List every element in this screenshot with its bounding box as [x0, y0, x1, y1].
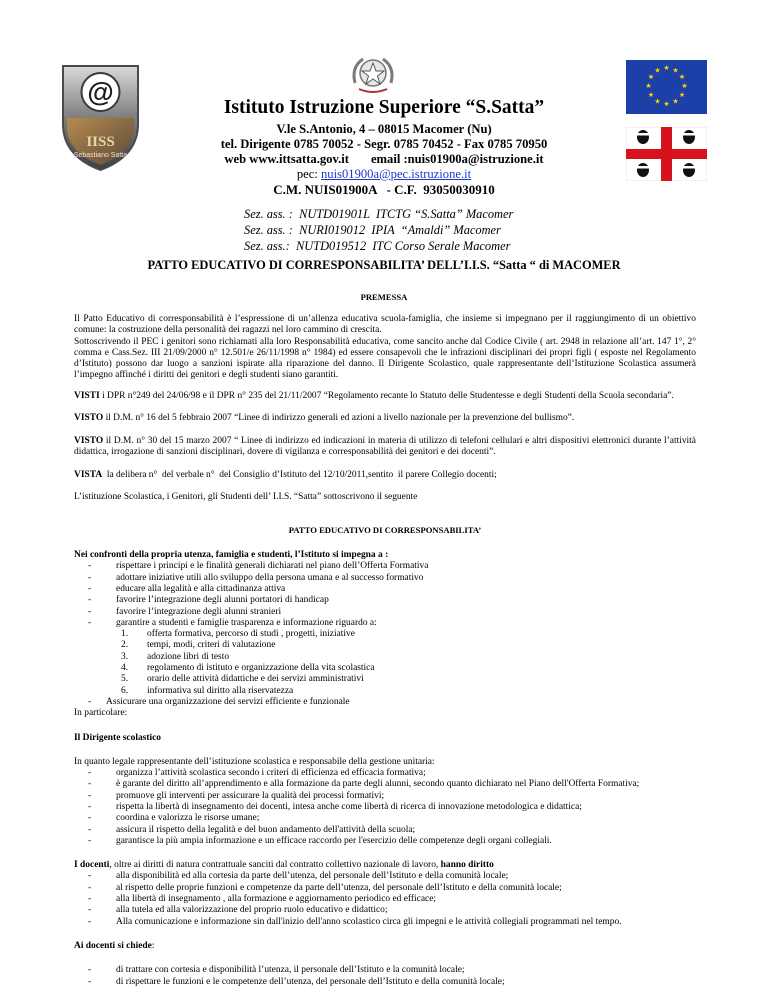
svg-text:★: ★	[672, 97, 679, 106]
svg-text:★: ★	[654, 97, 661, 106]
istituto-list	[74, 561, 696, 629]
school-logo-text: IISS	[86, 134, 115, 150]
list-item: - garantire a studenti e famiglie trasparenza e informazione riguardo a:	[74, 618, 696, 629]
list-item: - di rispettare le funzioni e le competenze dell’utenza, del personale dell’Istituto e della comunità locale;	[74, 977, 696, 988]
school-logo-subtext: Sebastiano Satta	[73, 152, 128, 159]
list-item: - alla libertà di insegnamento , alla formazione e aggiornamento periodico ed efficace;	[74, 894, 696, 905]
dirigente-intro: In quanto legale rappresentante dell’istituzione scolastica e responsabile della gestione unitaria:	[74, 756, 435, 767]
numbered-item	[74, 674, 696, 685]
list-item: - promuove gli interventi per assicurare la qualità dei processi formativi;	[74, 791, 696, 802]
list-item: - Assicurare una organizzazione dei servizi efficiente e funzionale	[74, 697, 696, 708]
visto-label: VISTO	[74, 435, 104, 446]
list-item: - assicura il rispetto della legalità e del buon andamento dell'attività della scuola;	[74, 825, 696, 836]
svg-text:★: ★	[672, 66, 679, 75]
list-item: - è garante del diritto all’apprendimento e alla formazione da parte degli alunni, secondo quanto dichiarato nel Piano dell'Offerta Formativa;	[74, 779, 696, 790]
list-item: - alla disponibilità ed alla cortesia da parte dell’utenza, del personale dell’Istituto e della comunità locale;	[74, 871, 696, 882]
patto-heading: PATTO EDUCATIVO DI CORRESPONSABILITA’	[288, 524, 482, 535]
list-item: - garantisce la più ampia informazione e un efficace raccordo per l'esercizio delle competenze degli organi collegiali.	[74, 836, 696, 847]
item-text: orario delle attività didattiche e dei servizi amministrativi	[147, 674, 364, 685]
chiede-colon: :	[151, 940, 155, 951]
docenti-list	[74, 871, 696, 927]
vista-label: VISTA	[74, 469, 103, 480]
docenti-label: I docenti	[74, 860, 110, 871]
sections-list	[244, 206, 513, 254]
numbered-item	[74, 663, 696, 674]
italian-republic-emblem-icon	[349, 53, 397, 95]
list-item: - adottare iniziative utili allo sviluppo della persona umana e al successo formativo	[74, 573, 696, 584]
institute-address: V.le S.Antonio, 4 – 08015 Macomer (Nu)	[276, 122, 492, 136]
list-item: - favorire l’integrazione degli alunni portatori di handicap	[74, 595, 696, 606]
numbered-item	[74, 640, 696, 651]
docenti-bold: hanno diritto	[440, 860, 494, 871]
item-number: 1.	[121, 629, 129, 640]
premessa-paragraph: Sottoscrivendo il PEC i genitori sono richiamati alla loro Responsabilità educativa, come sancito anche dal Codice Civile ( art. 2948 in relazione all’art. 147 1°, 2° comma e Cass.Sez. III 21/09/2000 n° 12.501/e 26/11/1998 n° 1984) ed essere consapevoli che le infrazioni disciplinari dei propri figli ( esposte nel Regolamento d’Istituto) possono dar luogo a sanzioni ispirate alla riparazione del danno. Il Dirigente Scolastico, quale rappresentante dell’Istituzione Scolastica assumerà l’impegno affinché i diritti dei genitori e degli studenti siano garantiti.	[74, 336, 696, 381]
visti-paragraph	[74, 391, 696, 402]
numbered-item	[74, 686, 696, 697]
svg-text:★: ★	[678, 91, 686, 99]
numbered-item	[74, 629, 696, 640]
svg-text:★: ★	[681, 82, 688, 90]
visti-label: VISTI	[74, 390, 100, 401]
istituto-heading-text: Nei confronti della propria utenza, famiglia e studenti, l’Istituto si impegna a :	[74, 550, 389, 561]
svg-text:@: @	[87, 77, 114, 107]
list-item: - di trattare con cortesia e disponibilità l’utenza, il personale dell’Istituto e la comunità locale;	[74, 965, 696, 976]
svg-text:★: ★	[654, 66, 661, 75]
list-item: - favorire l’integrazione degli alunni stranieri	[74, 607, 696, 618]
visto-paragraph	[74, 413, 696, 424]
list-item: - rispettare i principi e le finalità generali dichiarati nel piano dell’Offerta Formativa	[74, 561, 696, 572]
vista-text: la delibera n° del verbale n° del Consiglio d’Istituto del 12/10/2011,sentito il parere Collegio docenti;	[102, 469, 497, 480]
pec-link[interactable]: nuis01900a@pec.istruzione.it	[321, 167, 472, 181]
istituto-heading	[74, 550, 696, 561]
institute-cm-cf: C.M. NUIS01900A - C.F. 93050030910	[273, 182, 495, 197]
item-number: 4.	[121, 663, 129, 674]
premessa-heading: PREMESSA	[360, 292, 408, 302]
chiede-label: Ai docenti si chiede	[74, 940, 152, 951]
item-text: regolamento di istituto e organizzazione della vita scolastica	[147, 663, 375, 674]
section-line: Sez. ass. : NUTD01901L ITCTG “S.Satta” Macomer	[244, 207, 514, 221]
item-number: 2.	[121, 640, 129, 651]
visto-text: il D.M. n° 16 del 5 febbraio 2007 “Linee di indirizzo generali ed azioni a livello nazionale per la prevenzione del bullismo”.	[103, 413, 575, 424]
sottoscrivono-paragraph: L’istituzione Scolastica, i Genitori, gli Studenti dell’ I.I.S. “Satta” sottoscrivono il seguente	[74, 492, 418, 503]
visto-text: il D.M. n° 30 del 15 marzo 2007 “ Linee di indirizzo ed indicazioni in materia di utilizzo di telefoni cellulari e altri dispositivi elettronici durante l’attività didattica, irrogazione di sanzioni disciplinari, dovere di vigilanza e corresponsabilità dei genitori e dei docenti”.	[74, 435, 696, 458]
chiede-list	[74, 965, 696, 988]
istituto-list-last	[74, 697, 696, 708]
svg-text:★: ★	[663, 100, 670, 108]
list-item: - educare alla legalità e alla cittadinanza attiva	[74, 584, 696, 595]
vista-paragraph	[74, 470, 696, 481]
section-line: Sez. ass. : NURI019012 IPIA “Amaldi” Macomer	[244, 223, 501, 237]
school-logo-icon	[57, 60, 144, 174]
item-number: 3.	[121, 651, 129, 662]
institute-pec	[150, 167, 618, 182]
item-text: offerta formativa, percorso di studi , progetti, iniziative	[147, 629, 355, 640]
numbered-item	[74, 652, 696, 663]
list-item: - organizza l’attività scolastica secondo i criteri di efficienza ed efficacia formativa;	[74, 768, 696, 779]
item-text: tempi, modi, criteri di valutazione	[147, 640, 276, 651]
institute-header	[150, 96, 618, 198]
premessa-paragraph: Il Patto Educativo di corresponsabilità è l’espressione di un’allenza educativa scuola-famiglia, che insieme si impegnano per il raggiungimento di un obiettivo comune: la costruzione della personalità dei ragazzi nel loro cammino di crescita.	[74, 314, 696, 336]
document-title: PATTO EDUCATIVO DI CORRESPONSABILITA’ DELL’I.I.S. “Satta “ di MACOMER	[147, 258, 621, 272]
item-text: informativa sul diritto alla riservatezza	[147, 685, 294, 696]
institute-web-email: web www.ittsatta.gov.it email :nuis01900a@istruzione.it	[224, 152, 544, 166]
svg-text:★: ★	[645, 82, 652, 90]
svg-text:★: ★	[647, 91, 655, 99]
chiede-heading	[74, 941, 696, 952]
list-item: - rispetta la libertà di insegnamento dei docenti, intesa anche come libertà di ricerca di innovazione metodologica e didattica;	[74, 802, 696, 813]
visti-text: i DPR n°249 del 24/06/98 e il DPR n° 235 del 21/11/2007 “Regolamento recante lo Statuto delle Studentesse e degli Studenti della Scuola secondaria”.	[99, 390, 674, 401]
docenti-paragraph	[74, 860, 696, 871]
dirigente-heading-text: Il Dirigente scolastico	[74, 732, 162, 743]
docenti-text: , oltre ai diritti di natura contrattuale sanciti dal contratto collettivo nazionale di lavoro,	[109, 860, 441, 871]
list-item: - al rispetto delle proprie funzioni e competenze da parte dell’utenza, del personale dell’Istituto e della comunità locale;	[74, 883, 696, 894]
svg-text:★: ★	[678, 73, 686, 81]
pec-label: pec:	[296, 167, 321, 181]
svg-text:★: ★	[647, 73, 655, 81]
institute-title: Istituto Istruzione Superiore “S.Satta”	[223, 97, 545, 118]
sardinia-flag-icon	[626, 127, 707, 181]
dirigente-heading	[74, 733, 696, 744]
list-item: - alla tutela ed alla valorizzazione del proprio ruolo educativo e didattico;	[74, 905, 696, 916]
in-particolare: In particolare:	[74, 708, 128, 719]
document-body	[74, 314, 696, 988]
eu-flag-icon	[626, 60, 707, 114]
section-line: Sez. ass.: NUTD019512 ITC Corso Serale Macomer	[244, 239, 511, 253]
visto-paragraph	[74, 436, 696, 459]
visto-label: VISTO	[74, 413, 104, 424]
numbered-list	[74, 629, 696, 697]
svg-text:★: ★	[663, 64, 670, 72]
item-text: adozione libri di testo	[147, 651, 230, 662]
list-item: - coordina e valorizza le risorse umane;	[74, 813, 696, 824]
item-number: 5.	[121, 674, 129, 685]
institute-phones: tel. Dirigente 0785 70052 - Segr. 0785 70452 - Fax 0785 70950	[220, 137, 548, 151]
item-number: 6.	[121, 685, 129, 696]
dirigente-list	[74, 768, 696, 847]
list-item: - Alla comunicazione e informazione sin dall'inizio dell'anno scolastico circa gli impegni e le attività collegiali programmati nel tempo.	[74, 917, 696, 928]
